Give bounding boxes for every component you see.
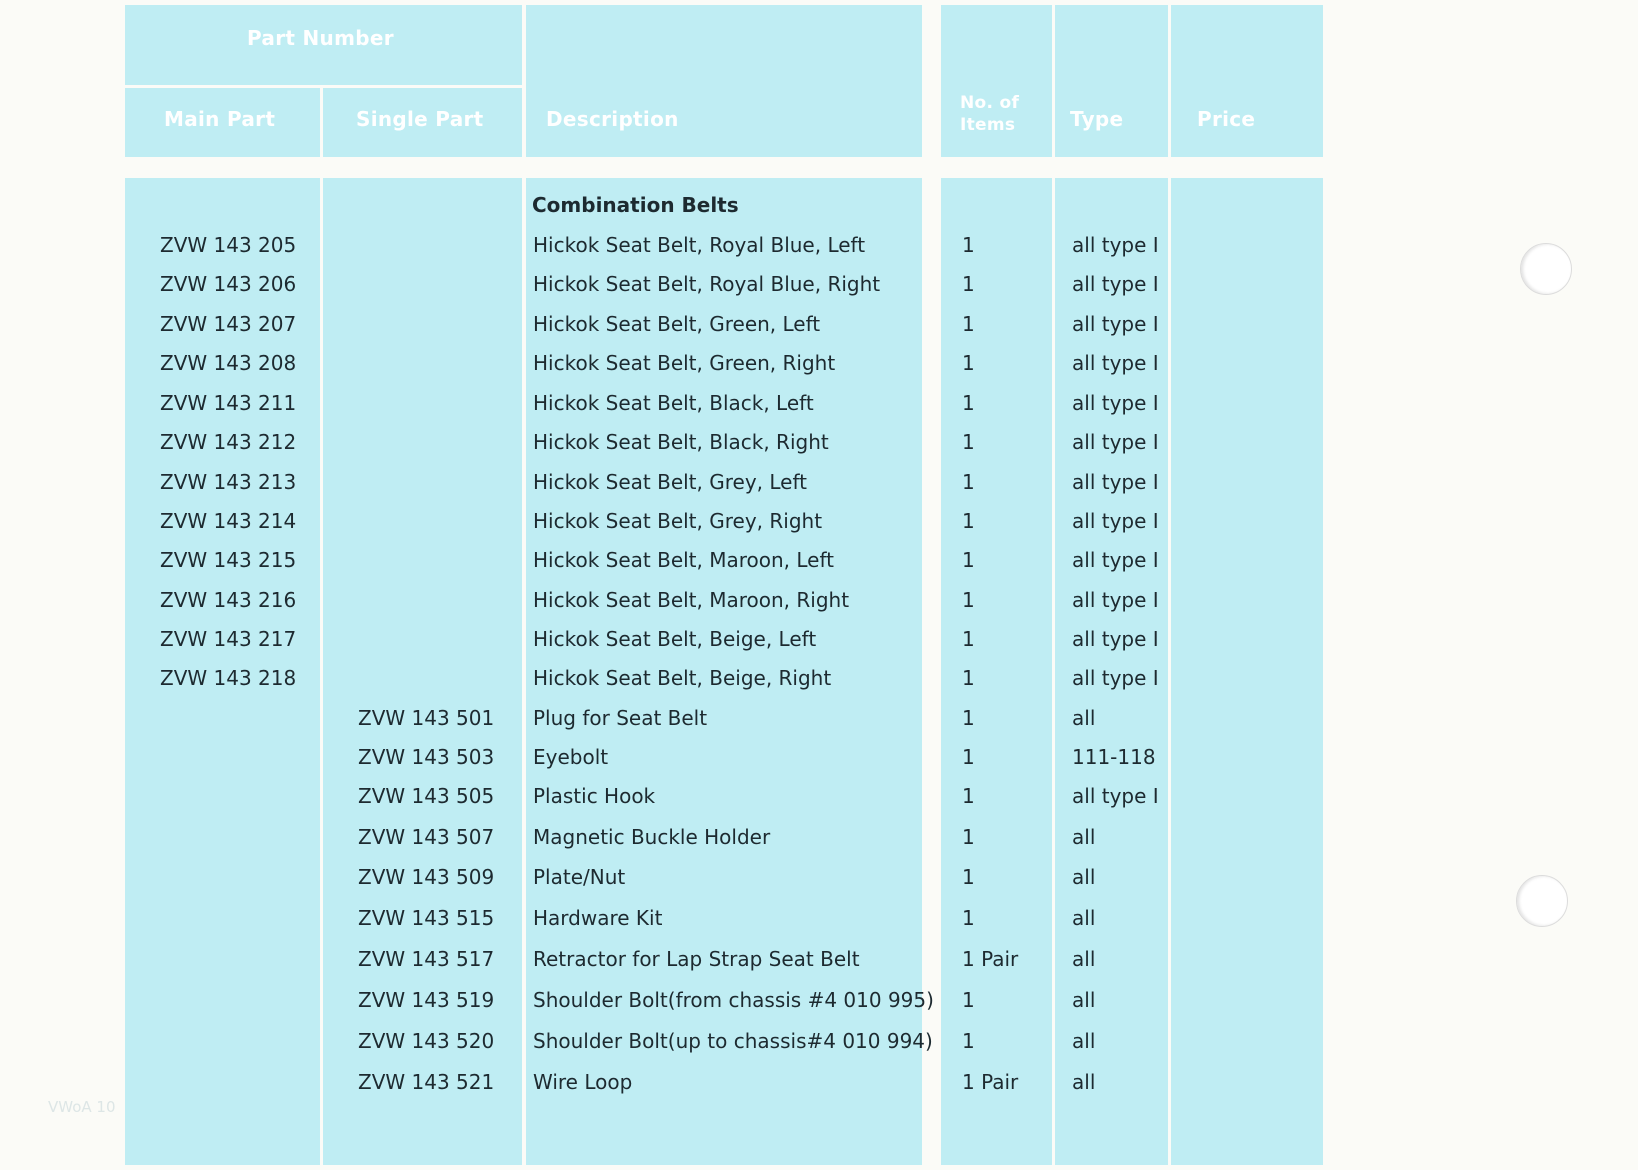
- description-cell: Hickok Seat Belt, Beige, Right: [533, 666, 832, 690]
- type-cell: all type I: [1072, 784, 1159, 808]
- section-title: Combination Belts: [532, 193, 739, 217]
- main-part-cell: ZVW 143 208: [160, 351, 297, 375]
- type-cell: all type I: [1072, 509, 1159, 533]
- type-cell: all type I: [1072, 627, 1159, 651]
- description-cell: Retractor for Lap Strap Seat Belt: [533, 947, 860, 971]
- items-cell: 1: [962, 1029, 975, 1053]
- type-cell: all type I: [1072, 470, 1159, 494]
- description-cell: Eyebolt: [533, 745, 609, 769]
- punch-hole-bottom: [1516, 875, 1568, 927]
- type-cell: all: [1072, 906, 1096, 930]
- description-cell: Hickok Seat Belt, Black, Right: [533, 430, 829, 454]
- type-cell: all: [1072, 1070, 1096, 1094]
- items-cell: 1: [962, 988, 975, 1012]
- items-cell: 1: [962, 272, 975, 296]
- main-part-cell: ZVW 143 205: [160, 233, 297, 257]
- description-cell: Plug for Seat Belt: [533, 706, 708, 730]
- main-part-cell: ZVW 143 212: [160, 430, 297, 454]
- description-cell: Hickok Seat Belt, Beige, Left: [533, 627, 817, 651]
- description-cell: Hickok Seat Belt, Green, Left: [533, 312, 821, 336]
- single-part-cell: ZVW 143 520: [358, 1029, 495, 1053]
- type-cell: 111-118: [1072, 745, 1156, 769]
- description-cell: Hickok Seat Belt, Royal Blue, Right: [533, 272, 881, 296]
- single-part-cell: ZVW 143 521: [358, 1070, 495, 1094]
- type-cell: all type I: [1072, 588, 1159, 612]
- description-cell: Hickok Seat Belt, Maroon, Left: [533, 548, 835, 572]
- items-cell: 1: [962, 627, 975, 651]
- description-cell: Shoulder Bolt(from chassis #4 010 995): [533, 988, 934, 1012]
- type-cell: all type I: [1072, 548, 1159, 572]
- description-cell: Shoulder Bolt(up to chassis#4 010 994): [533, 1029, 933, 1053]
- single-part-cell: ZVW 143 507: [358, 825, 495, 849]
- main-part-cell: ZVW 143 213: [160, 470, 297, 494]
- type-cell: all: [1072, 1029, 1096, 1053]
- type-cell: all type I: [1072, 666, 1159, 690]
- items-cell: 1: [962, 865, 975, 889]
- type-cell: all type I: [1072, 233, 1159, 257]
- items-cell: 1: [962, 666, 975, 690]
- items-cell: 1: [962, 312, 975, 336]
- column-price: [1171, 178, 1323, 1165]
- description-cell: Hickok Seat Belt, Grey, Right: [533, 509, 823, 533]
- description-cell: Hickok Seat Belt, Maroon, Right: [533, 588, 850, 612]
- items-cell: 1: [962, 825, 975, 849]
- items-cell: 1: [962, 745, 975, 769]
- main-part-cell: ZVW 143 218: [160, 666, 297, 690]
- description-cell: Hickok Seat Belt, Grey, Left: [533, 470, 807, 494]
- items-cell: 1: [962, 509, 975, 533]
- column-single-part: [323, 178, 522, 1165]
- header-description: Description: [546, 107, 679, 131]
- main-part-cell: ZVW 143 206: [160, 272, 297, 296]
- type-cell: all: [1072, 865, 1096, 889]
- description-cell: Hickok Seat Belt, Black, Left: [533, 391, 814, 415]
- single-part-cell: ZVW 143 509: [358, 865, 495, 889]
- description-cell: Hickok Seat Belt, Green, Right: [533, 351, 836, 375]
- type-cell: all type I: [1072, 312, 1159, 336]
- main-part-cell: ZVW 143 211: [160, 391, 297, 415]
- items-cell: 1: [962, 430, 975, 454]
- items-cell: 1: [962, 784, 975, 808]
- single-part-cell: ZVW 143 503: [358, 745, 495, 769]
- type-cell: all type I: [1072, 351, 1159, 375]
- type-cell: all type I: [1072, 430, 1159, 454]
- items-cell: 1: [962, 548, 975, 572]
- type-cell: all type I: [1072, 391, 1159, 415]
- single-part-cell: ZVW 143 505: [358, 784, 495, 808]
- items-cell: 1: [962, 351, 975, 375]
- description-cell: Plastic Hook: [533, 784, 656, 808]
- main-part-cell: ZVW 143 207: [160, 312, 297, 336]
- single-part-cell: ZVW 143 519: [358, 988, 495, 1012]
- header-single-part: Single Part: [356, 107, 484, 131]
- type-cell: all: [1072, 947, 1096, 971]
- description-cell: Hardware Kit: [533, 906, 663, 930]
- description-cell: Plate/Nut: [533, 865, 626, 889]
- description-cell: Wire Loop: [533, 1070, 633, 1094]
- items-cell: 1: [962, 588, 975, 612]
- type-cell: all type I: [1072, 272, 1159, 296]
- header-num-items: No. of Items: [960, 93, 1020, 135]
- items-cell: 1 Pair: [962, 947, 1019, 971]
- header-type: Type: [1070, 107, 1124, 131]
- items-cell: 1 Pair: [962, 1070, 1019, 1094]
- header-price: Price: [1197, 107, 1256, 131]
- single-part-cell: ZVW 143 517: [358, 947, 495, 971]
- header-description-block: [526, 5, 922, 157]
- column-items: [941, 178, 1052, 1165]
- items-cell: 1: [962, 391, 975, 415]
- header-main-part: Main Part: [164, 107, 276, 131]
- type-cell: all: [1072, 825, 1096, 849]
- items-cell: 1: [962, 706, 975, 730]
- description-cell: Magnetic Buckle Holder: [533, 825, 771, 849]
- punch-hole-top: [1520, 243, 1572, 295]
- main-part-cell: ZVW 143 215: [160, 548, 297, 572]
- main-part-cell: ZVW 143 216: [160, 588, 297, 612]
- items-cell: 1: [962, 233, 975, 257]
- single-part-cell: ZVW 143 515: [358, 906, 495, 930]
- main-part-cell: ZVW 143 217: [160, 627, 297, 651]
- header-price-block: [1171, 5, 1323, 157]
- page-code: VWoA 10: [48, 1098, 116, 1116]
- header-type-block: [1055, 5, 1168, 157]
- single-part-cell: ZVW 143 501: [358, 706, 495, 730]
- description-cell: Hickok Seat Belt, Royal Blue, Left: [533, 233, 866, 257]
- items-cell: 1: [962, 470, 975, 494]
- header-part-number: Part Number: [247, 26, 394, 50]
- items-cell: 1: [962, 906, 975, 930]
- type-cell: all: [1072, 706, 1096, 730]
- main-part-cell: ZVW 143 214: [160, 509, 297, 533]
- type-cell: all: [1072, 988, 1096, 1012]
